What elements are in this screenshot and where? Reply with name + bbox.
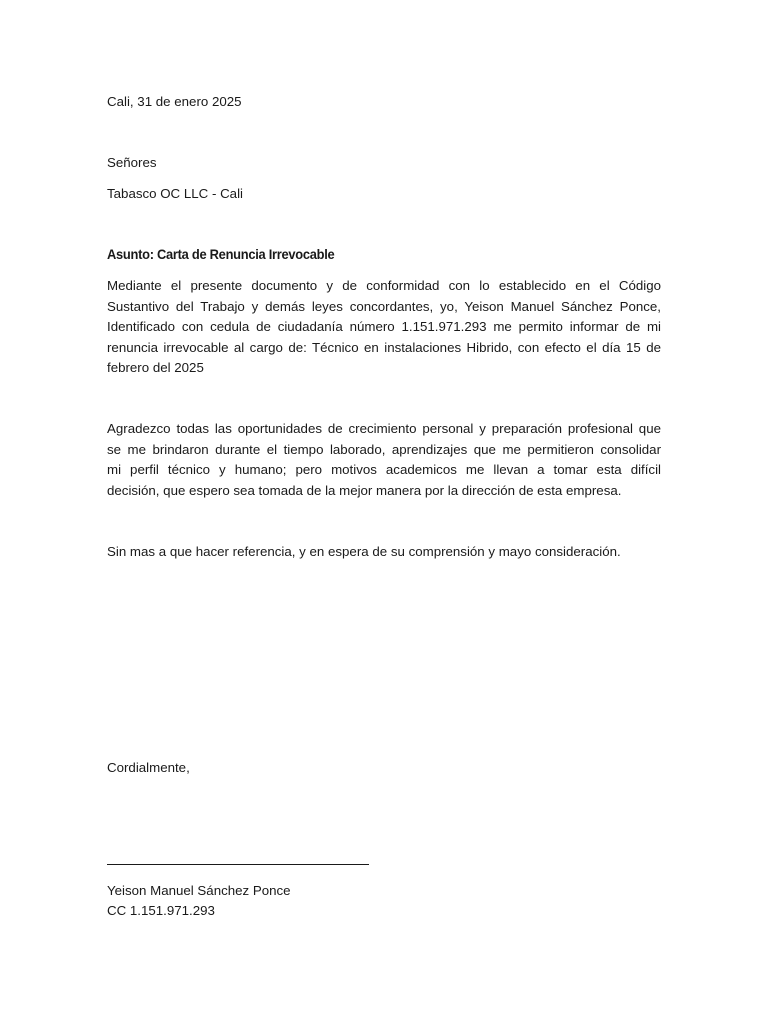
paragraph-resignation [107,276,661,379]
date-line: Cali, 31 de enero 2025 [107,94,242,109]
paragraph-gratitude [107,419,661,501]
recipient: Tabasco OC LLC - Cali [107,186,243,201]
paragraph-line: Sustantivo del Trabajo y demás leyes concordantes, yo, Yeison Manuel Sánchez Ponce, [107,298,661,314]
paragraph-line: mi perfil técnico y humano; pero motivos academicos me llevan a tomar esta difícil [107,462,661,477]
valediction: Cordialmente, [107,760,190,775]
signer-id: CC 1.151.971.293 [107,903,215,918]
paragraph-line: renuncia irrevocable al cargo de: Técnico en instalaciones Hibrido, con efecto el día 15 de [107,339,661,355]
signature-line [107,864,369,865]
subject-heading: Asunto: Carta de Renuncia Irrevocable [107,246,335,262]
paragraph-line: decisión, que espero sea tomada de la mejor manera por la dirección de esta empresa. [107,482,622,498]
signer-name: Yeison Manuel Sánchez Ponce [107,883,291,898]
salutation: Señores [107,155,157,170]
closing-sentence: Sin mas a que hacer referencia, y en espera de su comprensión y mayo consideración. [107,544,621,559]
paragraph-line: Mediante el presente documento y de conformidad con lo establecido en el Código [107,278,661,293]
paragraph-line: Identificado con cedula de ciudadanía número 1.151.971.293 me permito informar de mi [107,319,661,334]
paragraph-line: febrero del 2025 [107,360,204,375]
paragraph-line: se me brindaron durante el tiempo laborado, aprendizajes que me permitieron consolidar [107,441,661,457]
paragraph-line: Agradezco todas las oportunidades de crecimiento personal y preparación profesional que [107,421,661,436]
